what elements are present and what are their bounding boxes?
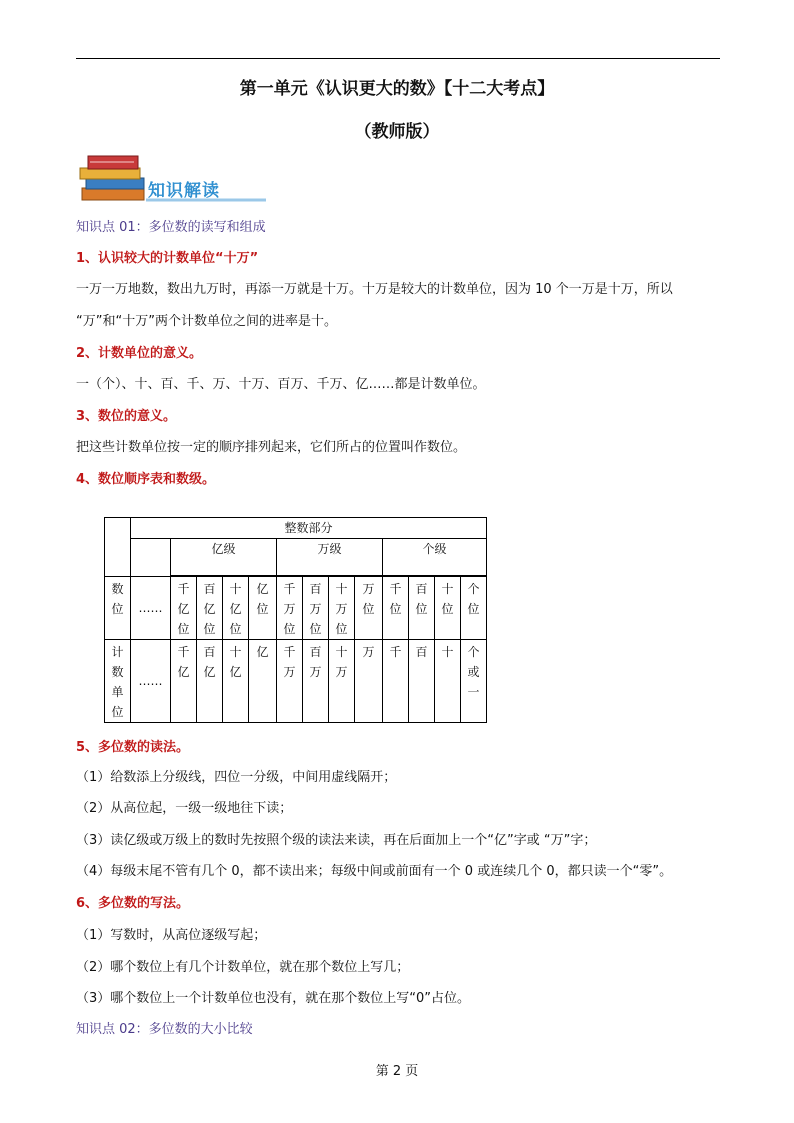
place-char: 位	[203, 622, 216, 636]
unit-cell	[249, 640, 277, 723]
table-header-integer: 整数部分	[131, 518, 487, 539]
place-char: 万	[283, 602, 296, 616]
unit-char: 亿	[177, 665, 190, 679]
section-5-item-1: （1）给数添上分级线，四位一分级，中间用虚线隔开；	[76, 770, 397, 785]
unit-cell	[223, 640, 249, 723]
place-value-table	[104, 517, 487, 723]
unit-char: 一	[467, 685, 480, 699]
section-1-text-line1: 一万一万地数，数出九万时，再添一万就是十万。十万是较大的计数单位，因为 10 个一万是十万，所以	[76, 282, 673, 297]
section-4-heading: 4、数位顺序表和数级。	[76, 472, 216, 487]
place-char: 亿	[256, 582, 269, 596]
header-rule	[76, 58, 720, 59]
place-char: 千	[177, 582, 190, 596]
unit-char: 千	[283, 645, 296, 659]
place-cell	[223, 577, 249, 640]
banner-title: 知识解读	[148, 181, 220, 201]
place-char: 位	[362, 602, 375, 616]
unit-cell	[461, 640, 487, 723]
place-char: 位	[229, 622, 242, 636]
place-char: 位	[441, 602, 454, 616]
unit-char: 万	[309, 665, 322, 679]
place-char: 位	[467, 602, 480, 616]
place-cell	[171, 577, 197, 640]
place-cell	[435, 577, 461, 640]
unit-char: 万	[335, 665, 348, 679]
unit-char: 个	[467, 645, 480, 659]
place-char: 位	[309, 622, 322, 636]
unit-char: 万	[283, 665, 296, 679]
table-class-yi: 亿级	[171, 539, 277, 576]
place-char: 百	[309, 582, 322, 596]
unit-char: 百	[415, 645, 428, 659]
unit-char: 亿	[229, 665, 242, 679]
label-char: 单	[111, 685, 124, 699]
section-3-heading: 3、数位的意义。	[76, 409, 177, 424]
place-char: 位	[177, 622, 190, 636]
place-cell	[303, 577, 329, 640]
place-char: 位	[335, 622, 348, 636]
place-char: 亿	[177, 602, 190, 616]
unit-char: 千	[389, 645, 402, 659]
section-2-text: 一（个）、十、百、千、万、十万、百万、千万、亿……都是计数单位。	[76, 377, 486, 392]
doc-subtitle: （教师版）	[354, 122, 440, 142]
unit-cell	[277, 640, 303, 723]
section-5-item-4: （4）每级末尾不管有几个 0，都不读出来；每级中间或前面有一个 0 或连续几个 0，都只读一个“零”。	[76, 864, 673, 879]
place-char: 十	[441, 582, 454, 596]
unit-char: 百	[203, 645, 216, 659]
unit-cell	[171, 640, 197, 723]
label-char: 位	[111, 705, 124, 719]
section-3-text: 把这些计数单位按一定的顺序排列起来，它们所占的位置叫作数位。	[76, 440, 467, 455]
section-5-item-2: （2）从高位起，一级一级地往下读；	[76, 801, 293, 816]
label-char: 数	[111, 582, 124, 596]
place-char: 位	[389, 602, 402, 616]
unit-char: 亿	[256, 645, 269, 659]
unit-cell	[355, 640, 383, 723]
unit-char: 十	[335, 645, 348, 659]
unit-char: 十	[229, 645, 242, 659]
table-row-label-units	[105, 640, 131, 723]
section-6-item-3: （3）哪个数位上一个计数单位也没有，就在那个数位上写“0”占位。	[76, 991, 471, 1006]
place-char: 亿	[229, 602, 242, 616]
table-header-blank	[131, 539, 171, 577]
place-char: 百	[415, 582, 428, 596]
section-6-item-1: （1）写数时，从高位逐级写起；	[76, 928, 267, 943]
unit-cell	[303, 640, 329, 723]
place-char: 百	[203, 582, 216, 596]
place-cell	[249, 577, 277, 640]
place-char: 千	[283, 582, 296, 596]
table-corner-cell	[105, 518, 131, 577]
unit-cell	[197, 640, 223, 723]
unit-cell	[329, 640, 355, 723]
section-6-item-2: （2）哪个数位上有几个计数单位，就在那个数位上写几；	[76, 960, 410, 975]
unit-char: 或	[467, 665, 480, 679]
table-ellipsis-places: ……	[131, 577, 171, 640]
section-5-heading: 5、多位数的读法。	[76, 740, 190, 755]
unit-cell	[383, 640, 409, 723]
unit-char: 百	[309, 645, 322, 659]
label-char: 计	[111, 645, 124, 659]
unit-char: 万	[362, 645, 375, 659]
section-1-heading: 1、认识较大的计数单位“十万”	[76, 251, 259, 266]
place-cell	[277, 577, 303, 640]
doc-title: 第一单元《认识更大的数》【十二大考点】	[239, 79, 555, 99]
place-char: 亿	[203, 602, 216, 616]
table-class-wan: 万级	[277, 539, 383, 576]
page-number: 第 2 页	[375, 1064, 419, 1079]
place-char: 万	[335, 602, 348, 616]
place-char: 位	[256, 602, 269, 616]
place-char: 万	[362, 582, 375, 596]
section-1-text-line2: “万”和“十万”两个计数单位之间的进率是十。	[76, 314, 337, 329]
place-char: 十	[229, 582, 242, 596]
unit-char: 十	[441, 645, 454, 659]
label-char: 数	[111, 665, 124, 679]
table-class-ge: 个级	[383, 539, 487, 576]
table-row-label-places	[105, 577, 131, 640]
place-char: 个	[467, 582, 480, 596]
knowledge-point-2: 知识点 02：多位数的大小比较	[76, 1022, 253, 1037]
place-char: 万	[309, 602, 322, 616]
section-6-heading: 6、多位数的写法。	[76, 896, 190, 911]
section-5-item-3: （3）读亿级或万级上的数时先按照个级的读法来读，再在后面加上一个“亿”字或 “万”字；	[76, 833, 597, 848]
place-cell	[409, 577, 435, 640]
place-cell	[461, 577, 487, 640]
place-cell	[329, 577, 355, 640]
place-char: 千	[389, 582, 402, 596]
unit-char: 亿	[203, 665, 216, 679]
knowledge-point-1: 知识点 01：多位数的读写和组成	[76, 220, 266, 235]
place-char: 十	[335, 582, 348, 596]
place-cell	[355, 577, 383, 640]
place-cell	[383, 577, 409, 640]
place-cell	[197, 577, 223, 640]
unit-char: 千	[177, 645, 190, 659]
unit-cell	[435, 640, 461, 723]
label-char: 位	[111, 602, 124, 616]
section-2-heading: 2、计数单位的意义。	[76, 346, 203, 361]
place-char: 位	[415, 602, 428, 616]
unit-cell	[409, 640, 435, 723]
table-ellipsis-units: ……	[131, 640, 171, 723]
place-char: 位	[283, 622, 296, 636]
